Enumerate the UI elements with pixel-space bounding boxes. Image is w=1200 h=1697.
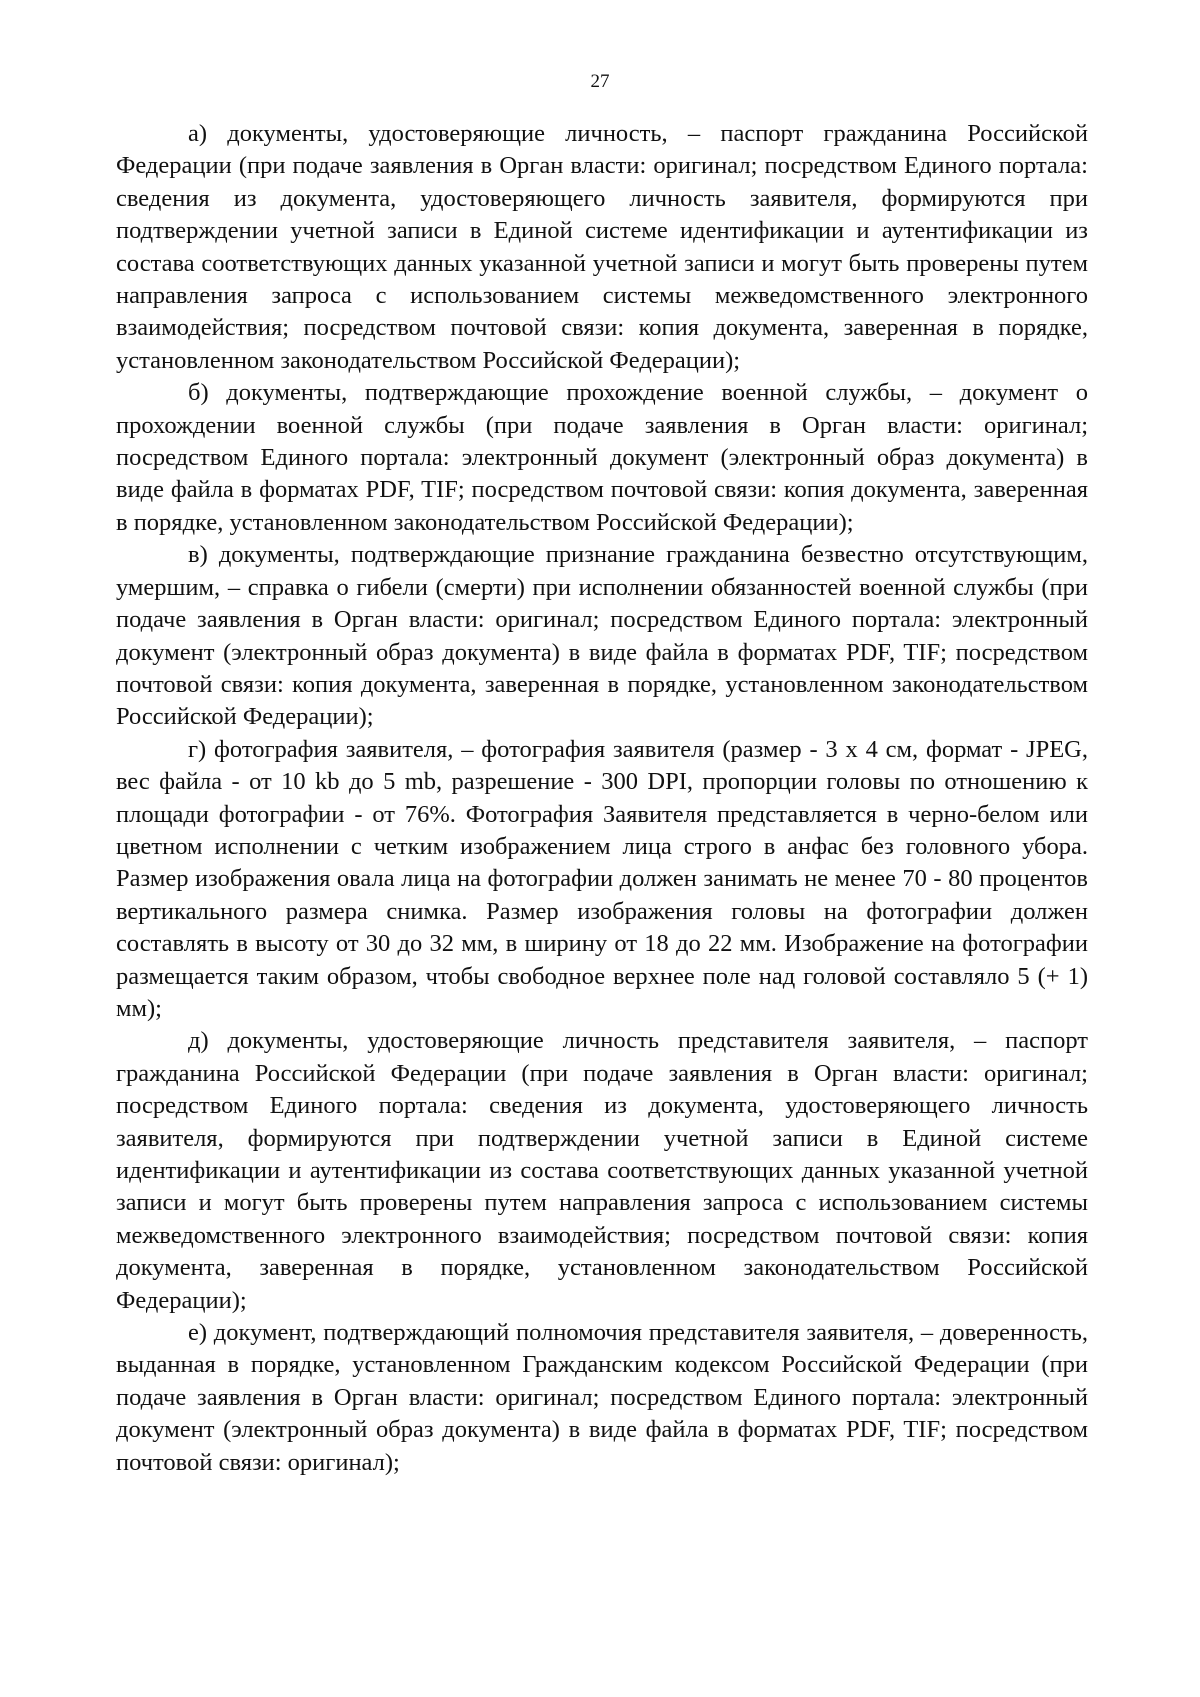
document-body	[116, 118, 1088, 1479]
paragraph-v-missing-deceased-documents: в) документы, подтверждающие признание гражданина безвестно отсутствующим, умершим, – справка о гибели (смерти) при исполнении обязанностей военной службы (при подаче заявления в Орган власти: оригинал; посредством Единого портала: электронный документ (электронный образ документа) в виде файла в форматах PDF, TIF; посредством почтовой связи: копия документа, заверенная в порядке, установленном законодательством Российской Федерации);	[116, 541, 1088, 731]
paragraph-d-representative-identity: д) документы, удостоверяющие личность представителя заявителя, – паспорт гражданина Российской Федерации (при подаче заявления в Орган власти: оригинал; посредством Единого портала: сведения из документа, удостоверяющего личность заявителя, формируются при подтверждении учетной записи в Единой системе идентификации и аутентификации из состава соответствующих данных указанной учетной записи и могут быть проверены путем направления запроса с использованием системы межведомственного электронного взаимодействия; посредством почтовой связи: копия документа, заверенная в порядке, установленном законодательством Российской Федерации);	[116, 1027, 1088, 1314]
page-number: 27	[590, 71, 610, 92]
paragraph-g-applicant-photo: г) фотография заявителя, – фотография заявителя (размер - 3 x 4 см, формат - JPEG, вес файла - от 10 kb до 5 mb, разрешение - 300 DPI, пропорции головы по отношению к площади фотографии - от 76%. Фотография Заявителя представляется в черно-белом или цветном исполнении с четким изображением лица строго в анфас без головного убора. Размер изображения овала лица на фотографии должен занимать не менее 70 - 80 процентов вертикального размера снимка. Размер изображения головы на фотографии должен составлять в высоту от 30 до 32 мм, в ширину от 18 до 22 мм. Изображение на фотографии размещается таким образом, чтобы свободное верхнее поле над головой составляло 5 (+ 1) мм);	[116, 735, 1088, 1022]
paragraph-a-identity-documents: а) документы, удостоверяющие личность, – паспорт гражданина Российской Федерации (при подаче заявления в Орган власти: оригинал; посредством Единого портала: сведения из документа, удостоверяющего личность заявителя, формируются при подтверждении учетной записи в Единой системе идентификации и аутентификации из состава соответствующих данных указанной учетной записи и могут быть проверены путем направления запроса с использованием системы межведомственного электронного взаимодействия; посредством почтовой связи: копия документа, заверенная в порядке, установленном законодательством Российской Федерации);	[116, 120, 1088, 374]
paragraph-b-military-service-documents: б) документы, подтверждающие прохождение военной службы, – документ о прохождении военной службы (при подаче заявления в Орган власти: оригинал; посредством Единого портала: электронный документ (электронный образ документа) в виде файла в форматах PDF, TIF; посредством почтовой связи: копия документа, заверенная в порядке, установленном законодательством Российской Федерации);	[116, 379, 1088, 536]
paragraph-e-representative-authority: е) документ, подтверждающий полномочия представителя заявителя, – доверенность, выданная в порядке, установленном Гражданским кодексом Российской Федерации (при подаче заявления в Орган власти: оригинал; посредством Единого портала: электронный документ (электронный образ документа) в виде файла в форматах PDF, TIF; посредством почтовой связи: оригинал);	[116, 1319, 1088, 1476]
